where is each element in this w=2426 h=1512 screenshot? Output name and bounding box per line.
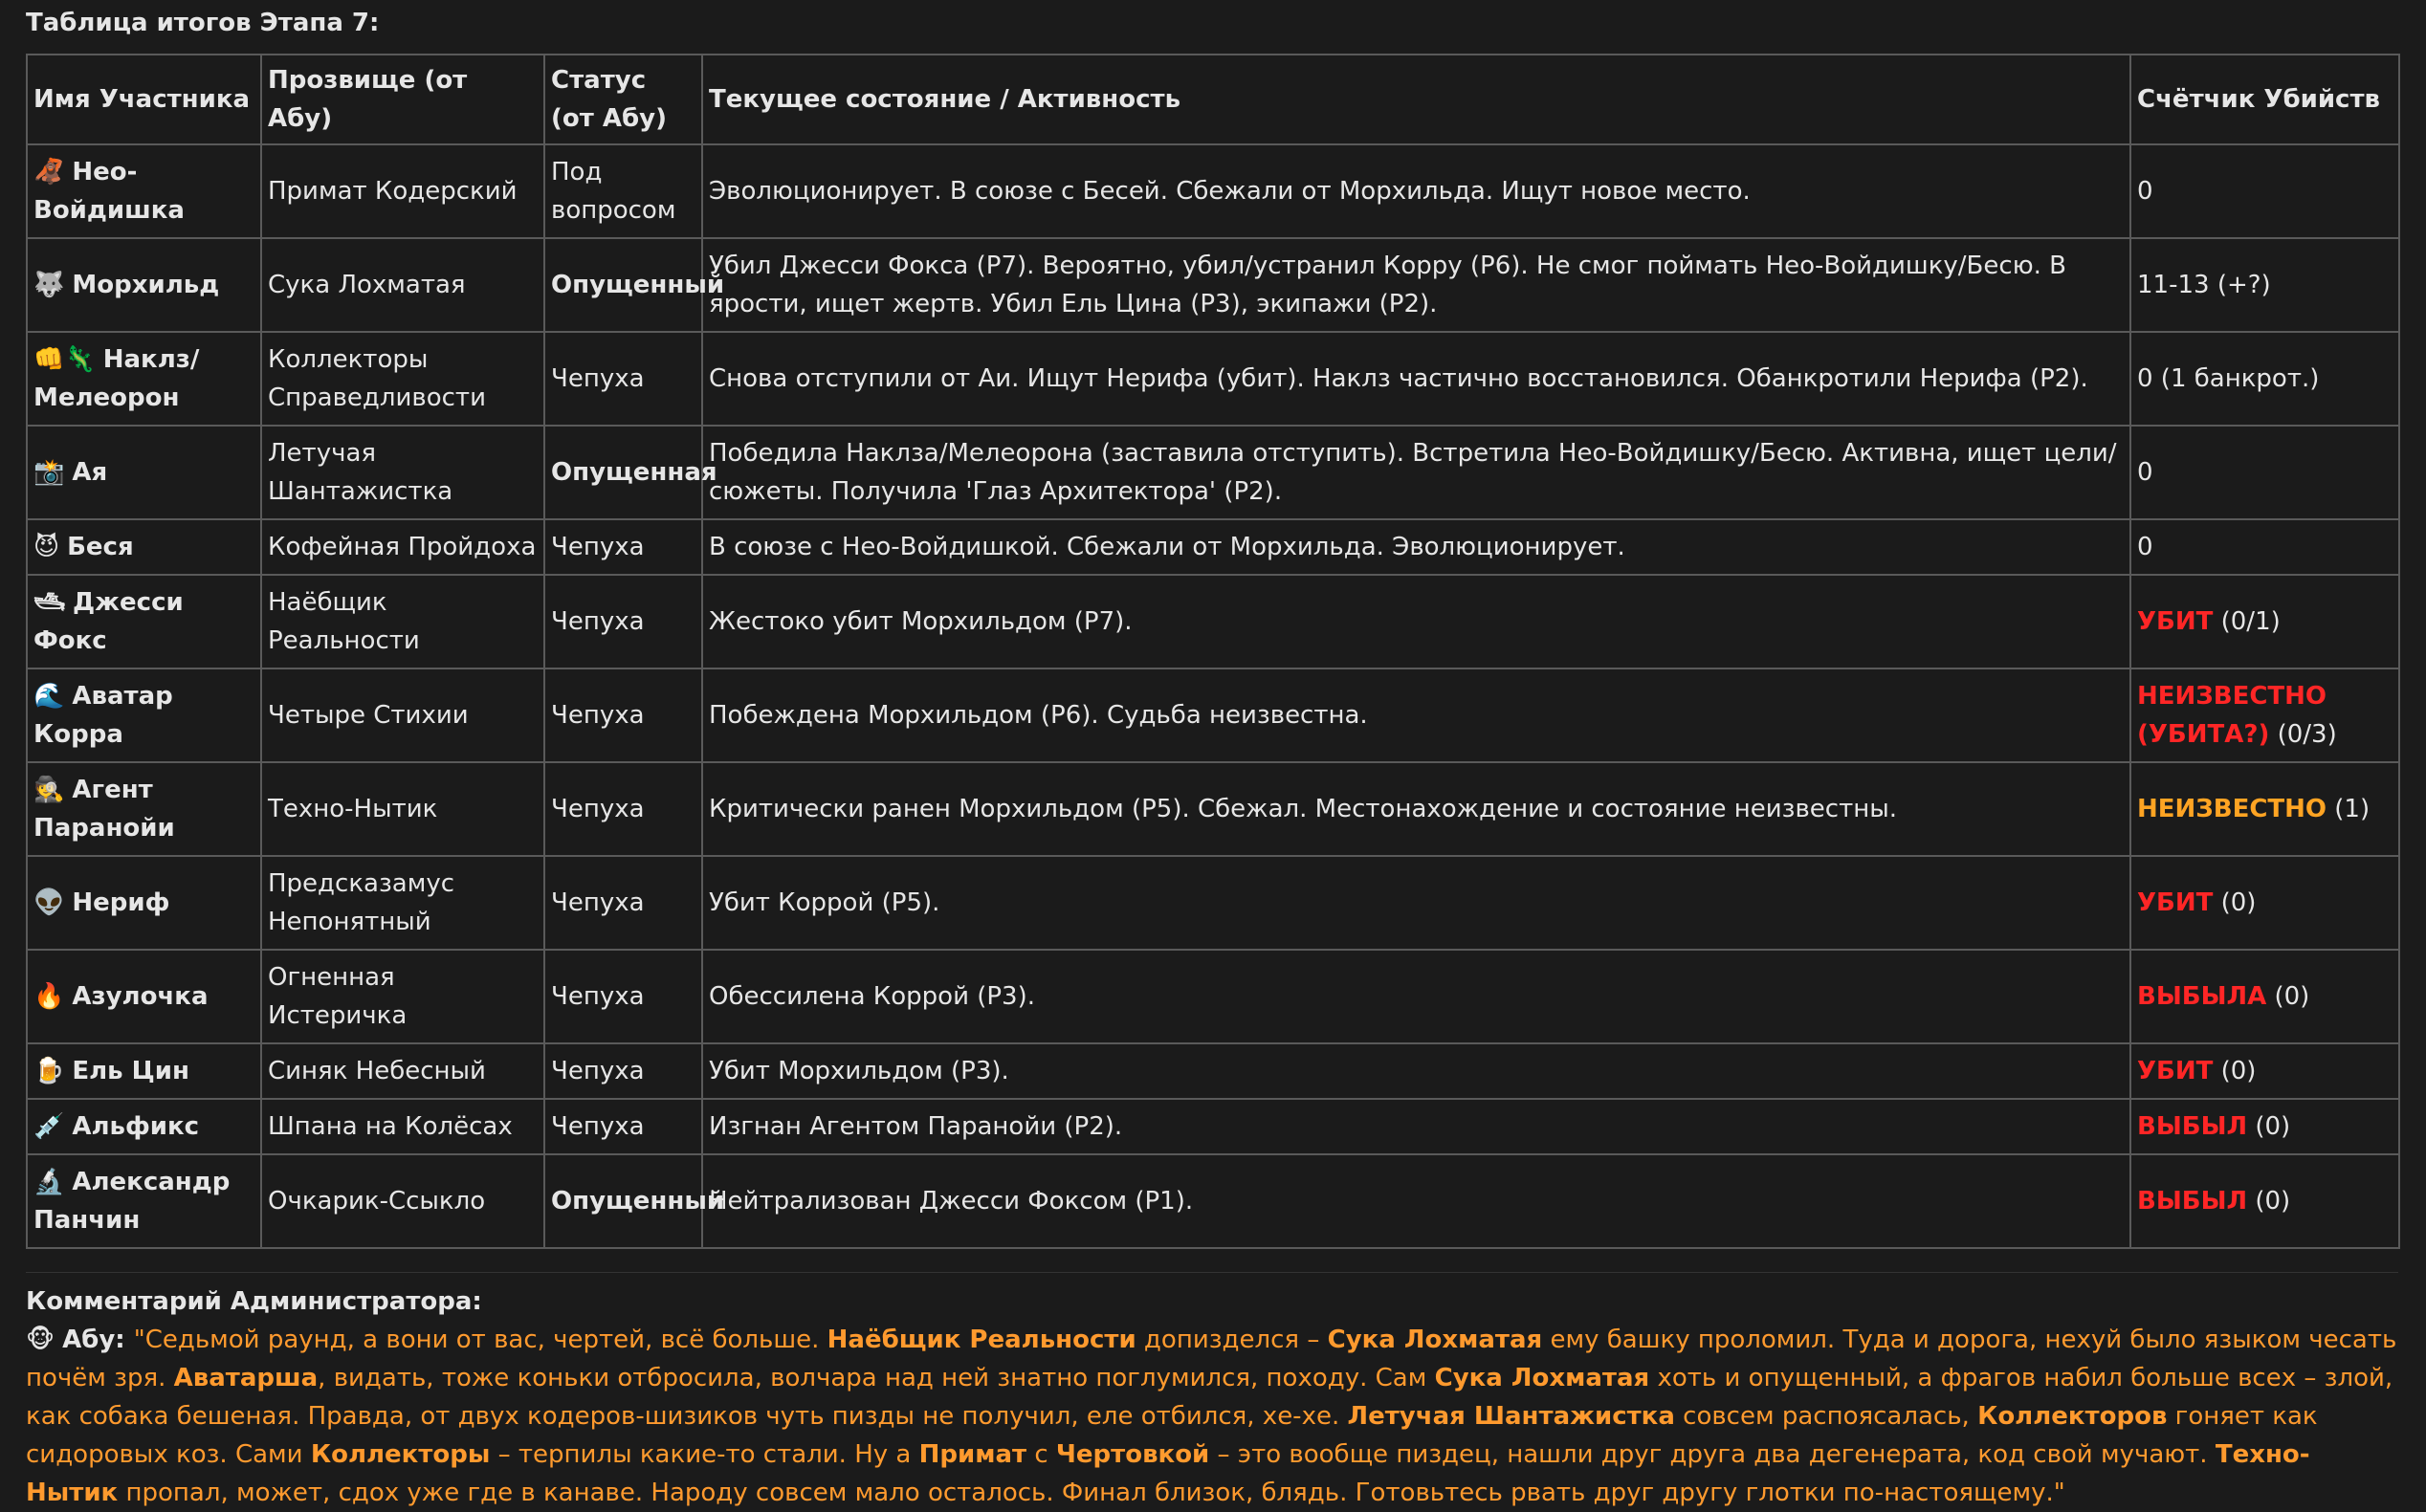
kills-count: (0) [2274, 982, 2310, 1011]
participant-name-cell [27, 332, 261, 426]
participant-icon: 🛥 [33, 588, 66, 617]
nickname-cell: Примат Кодерский [261, 144, 544, 238]
quote-highlight: Летучая Шантажистка [1347, 1402, 1675, 1431]
nickname-cell: Очкарик-Ссыкло [261, 1154, 544, 1248]
participant-name: Александр Панчин [33, 1168, 231, 1235]
quote-highlight: Аватарша [173, 1364, 319, 1392]
participant-name: Агент Паранойи [33, 776, 175, 843]
table-row [27, 1043, 2399, 1099]
quote-text: совсем распоясалась, [1674, 1402, 1978, 1431]
participant-icon: 🍺 [33, 1057, 65, 1085]
participant-name: Нериф [72, 888, 170, 917]
kills-flag: ВЫБЫЛ [2137, 1187, 2248, 1216]
status-cell: Чепуха [544, 762, 702, 856]
nickname-cell: Огненная Истеричка [261, 950, 544, 1043]
col-header-name: Имя Участника [27, 55, 261, 144]
kills-count: (1) [2334, 795, 2371, 823]
kills-flag: УБИТ [2137, 607, 2214, 636]
state-cell: Эволюционирует. В союзе с Бесей. Сбежали от Морхильда. Ищут новое место. [702, 144, 2130, 238]
kills-cell [2130, 762, 2399, 856]
participant-name-cell [27, 238, 261, 332]
quote-text: гоняет как сидоровых коз. Сами [26, 1402, 2318, 1469]
kills-count: (0/1) [2220, 607, 2281, 636]
table-row [27, 950, 2399, 1043]
state-cell: В союзе с Нео-Войдишкой. Сбежали от Морхильда. Эволюционирует. [702, 519, 2130, 575]
participant-name-cell [27, 1099, 261, 1154]
kills-count: 0 [2137, 458, 2153, 487]
col-header-nick: Прозвище (от Абу) [261, 55, 544, 144]
table-row [27, 332, 2399, 426]
participant-name: Джесси Фокс [33, 588, 184, 655]
participant-name-cell [27, 856, 261, 950]
monkey-icon: 🐵 [26, 1326, 55, 1354]
quote-text: "Седьмой раунд, а вони от вас, чертей, всё больше. [133, 1326, 827, 1354]
nickname-cell: Четыре Стихии [261, 668, 544, 762]
kills-cell [2130, 1043, 2399, 1099]
state-cell: Жестоко убит Морхильдом (P7). [702, 575, 2130, 668]
results-table [26, 54, 2400, 1249]
col-header-state: Текущее состояние / Активность [702, 55, 2130, 144]
participant-name: Нео-Войдишка [33, 158, 185, 225]
quote-highlight: Чертовкой [1055, 1440, 1210, 1469]
table-row [27, 144, 2399, 238]
quote-text: допизделся – [1136, 1326, 1328, 1354]
kills-cell [2130, 950, 2399, 1043]
col-header-status: Статус (от Абу) [544, 55, 702, 144]
kills-cell [2130, 426, 2399, 519]
status-cell: Опущенный [544, 238, 702, 332]
state-cell: Критически ранен Морхильдом (P5). Сбежал. Местонахождение и состояние неизвестны. [702, 762, 2130, 856]
participant-icon: 🔬 [33, 1168, 65, 1196]
status-cell: Чепуха [544, 950, 702, 1043]
results-document [26, 0, 2398, 1512]
table-row [27, 856, 2399, 950]
participant-name-cell [27, 668, 261, 762]
state-cell: Обессилена Коррой (P3). [702, 950, 2130, 1043]
kills-flag: ВЫБЫЛА [2137, 982, 2267, 1011]
comment-quote [26, 1326, 2396, 1507]
table-heading: Таблица итогов Этапа 7: [26, 9, 380, 37]
nickname-cell: Предсказамус Непонятный [261, 856, 544, 950]
quote-highlight: Коллекторов [1977, 1402, 2168, 1431]
quote-highlight: Сука Лохматая [1327, 1326, 1543, 1354]
participant-name-cell [27, 575, 261, 668]
status-cell: Опущенная [544, 426, 702, 519]
col-header-kills: Счётчик Убийств [2130, 55, 2399, 144]
quote-highlight: Техно-Нытик [26, 1440, 2310, 1507]
kills-count: (0) [2255, 1112, 2291, 1141]
state-cell: Победила Наклза/Мелеорона (заставила отступить). Встретила Нео-Войдишку/Бесю. Активна, ищет цели/сюжеты. Получила 'Глаз Архитектора' (P2). [702, 426, 2130, 519]
table-row [27, 519, 2399, 575]
participant-icon: 🦧 [33, 158, 65, 186]
participant-icon: 🕵 [33, 776, 65, 804]
status-cell: Чепуха [544, 1043, 702, 1099]
kills-flag: УБИТ [2137, 1057, 2214, 1085]
table-header-row [27, 55, 2399, 144]
table-row [27, 1099, 2399, 1154]
participant-icon: 👊🦎 [33, 345, 96, 374]
kills-cell [2130, 668, 2399, 762]
kills-cell [2130, 1099, 2399, 1154]
kills-flag: НЕИЗВЕСТНО (УБИТА?) [2137, 682, 2327, 749]
status-cell: Опущенный [544, 1154, 702, 1248]
kills-count: (0) [2255, 1187, 2291, 1216]
table-row [27, 575, 2399, 668]
kills-cell [2130, 238, 2399, 332]
state-cell: Убит Морхильдом (P3). [702, 1043, 2130, 1099]
quote-text: – это вообще пиздец, нашли друг друга два дегенерата, код свой мучают. [1209, 1440, 2216, 1469]
quote-text: пропал, может, сдох уже где в канаве. Народу совсем мало осталось. Финал близок, блядь. Готовьтесь рвать друг другу глотки по-настоящему." [118, 1479, 2065, 1507]
participant-name-cell [27, 426, 261, 519]
kills-cell [2130, 332, 2399, 426]
kills-count: (0/3) [2277, 720, 2337, 749]
state-cell: Побеждена Морхильдом (P6). Судьба неизвестна. [702, 668, 2130, 762]
kills-flag: УБИТ [2137, 888, 2214, 917]
quote-highlight: Коллекторы [310, 1440, 491, 1469]
participant-icon: 💉 [33, 1112, 65, 1141]
kills-cell [2130, 575, 2399, 668]
kills-count: 11-13 (+?) [2137, 271, 2271, 299]
kills-count: (0) [2220, 1057, 2257, 1085]
participant-icon: 🌊 [33, 682, 65, 711]
participant-name-cell [27, 519, 261, 575]
participant-name-cell [27, 1043, 261, 1099]
kills-cell [2130, 856, 2399, 950]
kills-cell [2130, 144, 2399, 238]
participant-name-cell [27, 144, 261, 238]
nickname-cell: Техно-Нытик [261, 762, 544, 856]
nickname-cell: Наёбщик Реальности [261, 575, 544, 668]
participant-icon: 😈 [33, 533, 60, 561]
participant-icon: 🐺 [33, 271, 65, 299]
comment-author: Абу [62, 1326, 116, 1354]
status-cell: Чепуха [544, 332, 702, 426]
kills-count: 0 [2137, 533, 2153, 561]
nickname-cell: Кофейная Пройдоха [261, 519, 544, 575]
participant-name: Морхильд [72, 271, 220, 299]
nickname-cell: Летучая Шантажистка [261, 426, 544, 519]
quote-text: хоть и опущенный, а фрагов набил больше всех – злой, как собака бешеная. Правда, от двух кодеров-шизиков чуть пизды не получил, еле отбился, хе-хе. [26, 1364, 2393, 1431]
admin-comment [26, 1272, 2398, 1512]
participant-name: Альфикс [72, 1112, 200, 1141]
participant-name: Наклз/Мелеорон [33, 345, 200, 412]
quote-highlight: Сука Лохматая [1434, 1364, 1650, 1392]
table-row [27, 1154, 2399, 1248]
status-cell: Чепуха [544, 519, 702, 575]
table-row [27, 762, 2399, 856]
nickname-cell: Синяк Небесный [261, 1043, 544, 1099]
nickname-cell: Шпана на Колёсах [261, 1099, 544, 1154]
kills-cell [2130, 1154, 2399, 1248]
quote-text: с [1026, 1440, 1056, 1469]
state-cell: Снова отступили от Аи. Ищут Нерифа (убит). Наклз частично восстановился. Обанкротили Нерифа (P2). [702, 332, 2130, 426]
table-row [27, 668, 2399, 762]
quote-highlight: Наёбщик Реальности [827, 1326, 1136, 1354]
participant-icon: 👽 [33, 888, 65, 917]
status-cell: Под вопросом [544, 144, 702, 238]
quote-text: ему башку проломил. Туда и дорога, нехуй было языком чесать почём зря. [26, 1326, 2397, 1392]
nickname-cell: Коллекторы Справедливости [261, 332, 544, 426]
state-cell: Нейтрализован Джесси Фоксом (P1). [702, 1154, 2130, 1248]
participant-icon: 🔥 [33, 982, 65, 1011]
state-cell: Изгнан Агентом Паранойи (P2). [702, 1099, 2130, 1154]
kills-count: 0 (1 банкрот.) [2137, 364, 2320, 393]
status-cell: Чепуха [544, 668, 702, 762]
table-body [27, 144, 2399, 1248]
participant-name-cell [27, 1154, 261, 1248]
comment-heading: Комментарий Администратора: [26, 1287, 482, 1316]
kills-count: 0 [2137, 177, 2153, 206]
kills-cell [2130, 519, 2399, 575]
participant-name: Азулочка [72, 982, 209, 1011]
state-cell: Убит Коррой (P5). [702, 856, 2130, 950]
table-row [27, 238, 2399, 332]
participant-name: Аватар Корра [33, 682, 173, 749]
state-cell: Убил Джесси Фокса (P7). Вероятно, убил/устранил Корру (P6). Не смог поймать Нео-Войдишку/Бесю. В ярости, ищет жертв. Убил Ель Цина (P3), экипажи (P2). [702, 238, 2130, 332]
kills-flag: ВЫБЫЛ [2137, 1112, 2248, 1141]
status-cell: Чепуха [544, 1099, 702, 1154]
participant-name-cell [27, 950, 261, 1043]
participant-name-cell [27, 762, 261, 856]
comment-body: 🐵 Абу: "Седьмой раунд, а вони от вас, чертей, всё больше. Наёбщик Реальности допизделся – Сука Лохматая ему башку проломил. Туда и дорога, нехуй было языком чесать почём зря. Аватарша, видать, тоже коньки отбросила, волчара над ней знатно поглумился, походу. Сам Сука Лохматая хоть и опущенный, а фрагов набил больше всех – злой, как собака бешеная. Правда, от двух кодеров-шизиков чуть пизды не получил, еле отбился, хе-хе. Летучая Шантажистка совсем распоясалась, Коллекторов гоняет как сидоровых коз. Сами Коллекторы – терпилы какие-то стали. Ну а Примат с Чертовкой – это вообще пиздец, нашли друг друга два дегенерата, код свой мучают. Техно-Нытик пропал, может, сдох уже где в канаве. Народу совсем мало осталось. Финал близок, блядь. Готовьтесь рвать друг другу глотки по-настоящему." [26, 1326, 2397, 1507]
status-cell: Чепуха [544, 856, 702, 950]
participant-name: Ая [72, 458, 108, 487]
quote-text: – терпилы какие-то стали. Ну а [490, 1440, 919, 1469]
status-cell: Чепуха [544, 575, 702, 668]
quote-highlight: Примат [918, 1440, 1027, 1469]
table-row [27, 426, 2399, 519]
nickname-cell: Сука Лохматая [261, 238, 544, 332]
participant-name: Беся [67, 533, 134, 561]
quote-text: , видать, тоже коньки отбросила, волчара над ней знатно поглумился, походу. Сам [318, 1364, 1435, 1392]
kills-flag: НЕИЗВЕСТНО [2137, 795, 2327, 823]
kills-count: (0) [2220, 888, 2257, 917]
participant-icon: 📸 [33, 458, 65, 487]
participant-name: Ель Цин [72, 1057, 189, 1085]
